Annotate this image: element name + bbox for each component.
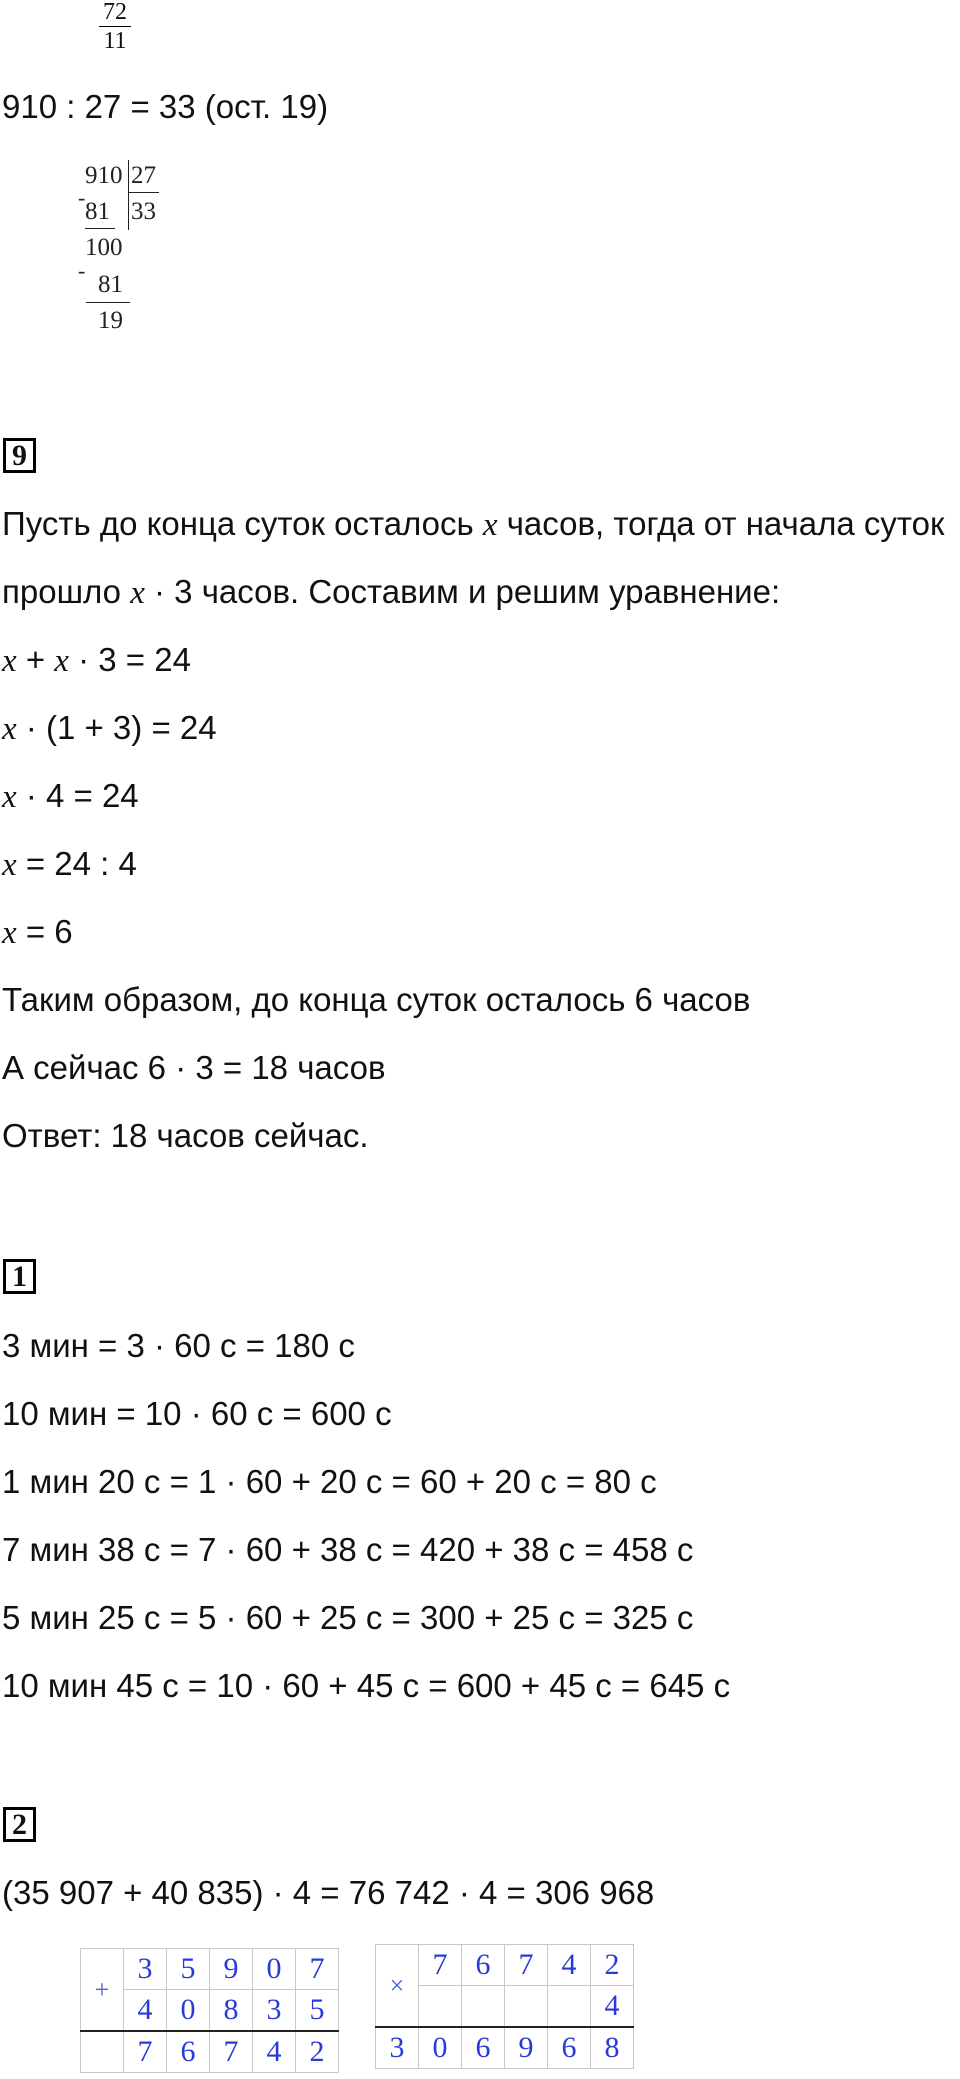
ld-vertical-line [128, 160, 129, 230]
equation-4 [2, 844, 137, 885]
text: · 4 = 24 [16, 777, 139, 814]
digit-cell: 5 [167, 1949, 210, 1990]
task-number-1: 1 [3, 1259, 36, 1294]
equation-1 [2, 640, 191, 681]
digit-cell: 0 [167, 1990, 210, 2032]
digit-cell: 3 [376, 2027, 419, 2069]
ld-line-1 [85, 228, 115, 229]
text: · (1 + 3) = 24 [16, 709, 217, 746]
digit-cell [462, 1986, 505, 2028]
ld-final-remainder: 19 [98, 307, 123, 334]
text: = 6 [16, 913, 73, 950]
text: Пусть до конца суток осталось [2, 505, 483, 542]
digit-cell: 3 [124, 1949, 167, 1990]
var-x: x [2, 915, 17, 951]
digit-cell: 6 [462, 1945, 505, 1986]
text: · 3 = 24 [68, 641, 191, 678]
digit-cell: 5 [296, 1990, 339, 2032]
digit-cell [505, 1986, 548, 2028]
ld-divisor: 27 [131, 162, 156, 189]
fraction-numerator: 72 [103, 0, 127, 25]
ld-divisor-line [129, 192, 159, 193]
digit-cell: 4 [124, 1990, 167, 2032]
digit-cell [419, 1986, 462, 2028]
digit-cell: 6 [462, 2027, 505, 2069]
ld-minus-2: - [78, 258, 86, 283]
division-equation: 910 : 27 = 33 (ост. 19) [2, 88, 329, 125]
empty-cell [81, 2031, 124, 2073]
var-x: x [482, 507, 498, 543]
digit-cell: 8 [210, 1990, 253, 2032]
task1-line: 3 мин = 3 · 60 с = 180 с [2, 1327, 355, 1364]
ld-sub2: 81 [98, 271, 123, 298]
task2-expression: (35 907 + 40 835) · 4 = 76 742 · 4 = 306 968 [2, 1874, 655, 1911]
ld-line-2 [86, 302, 130, 303]
digit-cell: 6 [548, 2027, 591, 2069]
task9-answer: Ответ: 18 часов сейчас. [2, 1117, 369, 1154]
multiply-sign: × [376, 1945, 419, 2028]
text: + [16, 641, 55, 678]
task1-line: 7 мин 38 с = 7 · 60 + 38 с = 420 + 38 с = 458 с [2, 1531, 694, 1568]
equation-3 [2, 776, 139, 817]
plus-sign: + [81, 1949, 124, 2032]
task1-line: 1 мин 20 с = 1 · 60 + 20 с = 60 + 20 с = 80 с [2, 1463, 657, 1500]
digit-cell: 7 [210, 2031, 253, 2073]
digit-cell: 8 [591, 2027, 634, 2069]
task9-line-2 [2, 572, 780, 613]
digit-cell [548, 1986, 591, 2028]
ld-quotient: 33 [131, 198, 156, 225]
addition-column-grid [80, 1948, 339, 2073]
digit-cell: 2 [296, 2031, 339, 2073]
task9-now: А сейчас 6 · 3 = 18 часов [2, 1049, 386, 1086]
ld-remainder-1: 100 [85, 234, 123, 261]
ld-sub1: 81 [85, 198, 110, 225]
digit-cell: 3 [253, 1990, 296, 2032]
equation-5 [2, 912, 73, 953]
task1-line: 10 мин 45 с = 10 · 60 + 45 с = 600 + 45 с = 645 с [2, 1667, 731, 1704]
digit-cell: 4 [253, 2031, 296, 2073]
var-x: x [130, 575, 145, 611]
fraction-72-11 [95, 0, 135, 53]
text: часов, тогда от начала суток [497, 505, 945, 542]
text: прошло [2, 573, 131, 610]
digit-cell: 7 [124, 2031, 167, 2073]
var-x: x [54, 643, 69, 679]
digit-cell: 0 [419, 2027, 462, 2069]
digit-cell: 7 [419, 1945, 462, 1986]
var-x: x [2, 643, 17, 679]
task-number-2: 2 [3, 1807, 36, 1842]
task9-conclusion: Таким образом, до конца суток осталось 6 часов [2, 981, 751, 1018]
task-number-9: 9 [3, 438, 36, 473]
fraction-denominator: 11 [103, 28, 127, 54]
digit-cell: 4 [591, 1986, 634, 2028]
text: · 3 часов. Составим и решим уравнение: [144, 573, 781, 610]
digit-cell: 9 [210, 1949, 253, 1990]
task9-line-1 [2, 504, 944, 545]
digit-cell: 7 [505, 1945, 548, 1986]
digit-cell: 2 [591, 1945, 634, 1986]
text: = 24 : 4 [16, 845, 137, 882]
var-x: x [2, 847, 17, 883]
digit-cell: 4 [548, 1945, 591, 1986]
ld-minus-1: - [78, 185, 86, 210]
digit-cell: 7 [296, 1949, 339, 1990]
fraction-bar [99, 26, 131, 27]
digit-cell: 6 [167, 2031, 210, 2073]
task1-line: 5 мин 25 с = 5 · 60 + 25 с = 300 + 25 с = 325 с [2, 1599, 694, 1636]
digit-cell: 0 [253, 1949, 296, 1990]
var-x: x [2, 711, 17, 747]
var-x: x [2, 779, 17, 815]
ld-dividend: 910 [85, 162, 123, 189]
digit-cell: 9 [505, 2027, 548, 2069]
task1-line: 10 мин = 10 · 60 с = 600 с [2, 1395, 392, 1432]
equation-2 [2, 708, 217, 749]
multiplication-column-grid [375, 1944, 634, 2069]
